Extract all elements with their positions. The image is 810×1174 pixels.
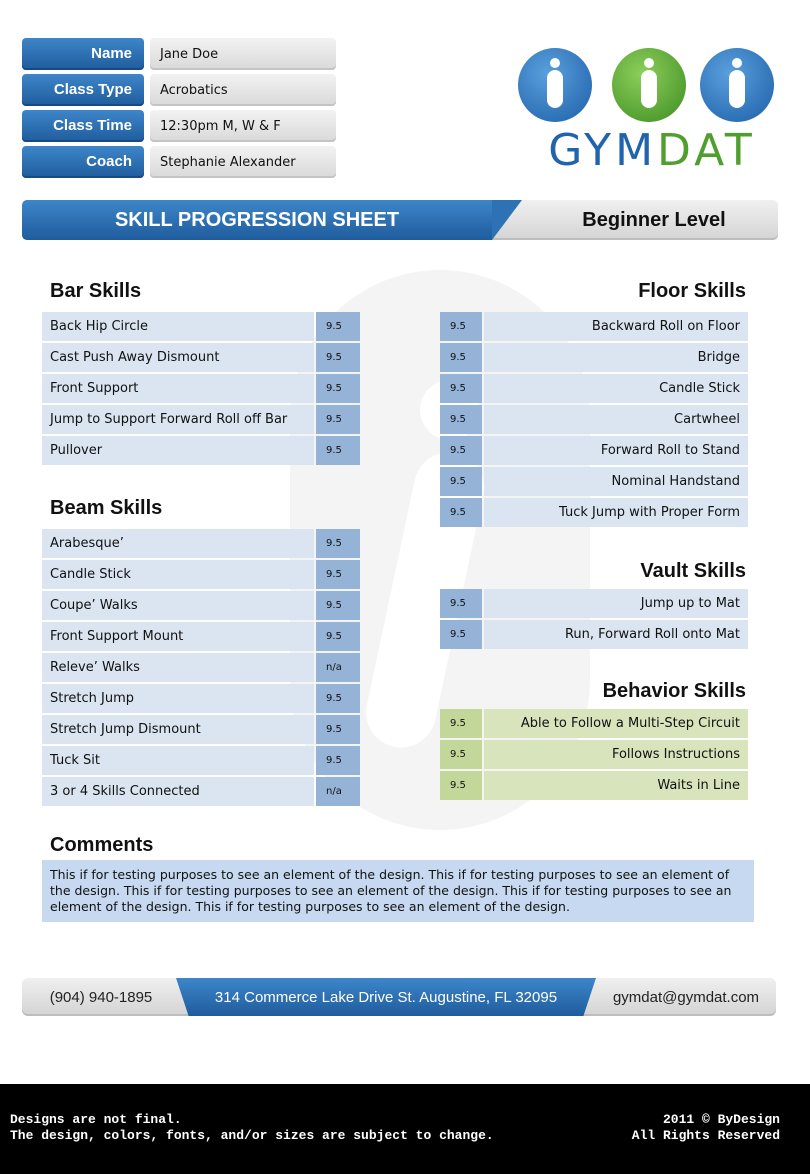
class-type-value: Acrobatics: [150, 74, 336, 106]
skill-name: Jump to Support Forward Roll off Bar: [42, 405, 314, 434]
beam-skill-row: [42, 591, 360, 620]
name-label: Name: [22, 38, 144, 70]
skill-name: Cartwheel: [484, 405, 748, 434]
sheet-title: SKILL PROGRESSION SHEET: [114, 209, 400, 231]
logo-gymnast-icon-3: [700, 48, 774, 122]
class-type-label: Class Type: [22, 74, 144, 106]
disclaimer-footer: [0, 1084, 810, 1174]
beam-skill-row: [42, 653, 360, 682]
copyright-notice: [632, 1112, 780, 1144]
vault-skill-row: [440, 620, 748, 649]
skill-name: Front Support Mount: [42, 622, 314, 651]
name-value: Jane Doe: [150, 38, 336, 70]
skill-score: 9.5: [440, 589, 482, 618]
skill-score: 9.5: [440, 436, 482, 465]
info-row-class-type: [22, 74, 336, 106]
beam-skill-row: [42, 746, 360, 775]
beam-skill-row: [42, 529, 360, 558]
bar-skill-row: [42, 312, 360, 341]
figure-body: [547, 70, 563, 108]
floor-skills-heading: Floor Skills: [638, 280, 746, 302]
skill-name: Able to Follow a Multi-Step Circuit: [484, 709, 748, 738]
beam-skill-row: [42, 622, 360, 651]
skill-name: Cast Push Away Dismount: [42, 343, 314, 372]
floor-skill-row: [440, 467, 748, 496]
skill-score: 9.5: [316, 312, 360, 341]
title-bar: [22, 200, 778, 240]
logo-text-gym: GYM: [548, 125, 658, 176]
bar-skills-heading: Bar Skills: [50, 280, 142, 302]
skill-score: 9.5: [316, 715, 360, 744]
figure-body: [641, 70, 657, 108]
skill-score: 9.5: [440, 405, 482, 434]
bar-skill-row: [42, 436, 360, 465]
figure-body: [729, 70, 745, 108]
skill-score: 9.5: [440, 498, 482, 527]
skill-score: 9.5: [316, 529, 360, 558]
skill-score: 9.5: [440, 374, 482, 403]
copyright-line: 2011 © ByDesign: [662, 1112, 780, 1127]
floor-skill-row: [440, 374, 748, 403]
behavior-skill-row: [440, 740, 748, 769]
contact-phone: (904) 940-1895: [49, 989, 153, 1006]
rights-line: All Rights Reserved: [631, 1128, 780, 1143]
figure-head: [732, 58, 742, 68]
skill-name: Follows Instructions: [484, 740, 748, 769]
contact-address: 314 Commerce Lake Drive St. Augustine, FL 32095: [214, 989, 558, 1006]
skill-score: 9.5: [316, 684, 360, 713]
floor-skill-row: [440, 343, 748, 372]
beam-skill-row: [42, 715, 360, 744]
skill-score: 9.5: [316, 436, 360, 465]
skill-name: Pullover: [42, 436, 314, 465]
behavior-skill-row: [440, 709, 748, 738]
contact-bar: [22, 978, 776, 1016]
skill-name: Forward Roll to Stand: [484, 436, 748, 465]
skill-name: Arabesque’: [42, 529, 314, 558]
info-row-class-time: [22, 110, 336, 142]
skill-score: 9.5: [440, 771, 482, 800]
logo-gymnast-icon-2: [612, 48, 686, 122]
skill-score: 9.5: [316, 405, 360, 434]
skill-score: 9.5: [316, 560, 360, 589]
skill-score: 9.5: [316, 746, 360, 775]
skill-name: Front Support: [42, 374, 314, 403]
contact-email: gymdat@gymdat.com: [612, 989, 760, 1006]
figure-head: [550, 58, 560, 68]
class-time-value: 12:30pm M, W & F: [150, 110, 336, 142]
skill-name: Tuck Sit: [42, 746, 314, 775]
vault-skill-row: [440, 589, 748, 618]
logo-wordmark: [524, 126, 780, 176]
skill-name: Candle Stick: [42, 560, 314, 589]
comments-box: This if for testing purposes to see an element of the design. This if for testing purposes to see an element of the design. This if for testing purposes to see an element of the design. This if for testing purposes to see an element of the design. This if for testing purposes to see an element of the design.: [42, 860, 754, 922]
info-row-name: [22, 38, 336, 70]
disclaimer-line-1: Designs are not final.: [10, 1112, 182, 1127]
skill-name: Run, Forward Roll onto Mat: [484, 620, 748, 649]
floor-skill-row: [440, 312, 748, 341]
beam-skill-row: [42, 560, 360, 589]
disclaimer-line-2: The design, colors, fonts, and/or sizes are subject to change.: [10, 1128, 494, 1143]
skill-name: Stretch Jump: [42, 684, 314, 713]
skill-name: Bridge: [484, 343, 748, 372]
skill-name: Jump up to Mat: [484, 589, 748, 618]
skill-score: 9.5: [440, 343, 482, 372]
skill-name: Waits in Line: [484, 771, 748, 800]
skill-score: 9.5: [440, 740, 482, 769]
logo-gymnast-icon-1: [518, 48, 592, 122]
skill-score: n/a: [316, 653, 360, 682]
floor-skill-row: [440, 498, 748, 527]
skill-name: Coupe’ Walks: [42, 591, 314, 620]
bar-skill-row: [42, 374, 360, 403]
beam-skills-heading: Beam Skills: [50, 497, 163, 519]
skill-name: 3 or 4 Skills Connected: [42, 777, 314, 806]
floor-skill-row: [440, 405, 748, 434]
skill-score: 9.5: [316, 343, 360, 372]
coach-value: Stephanie Alexander: [150, 146, 336, 178]
bar-skill-row: [42, 405, 360, 434]
skill-name: Backward Roll on Floor: [484, 312, 748, 341]
skill-name: Tuck Jump with Proper Form: [484, 498, 748, 527]
info-row-coach: [22, 146, 336, 178]
gymdat-logo: [518, 48, 780, 178]
vault-skills-heading: Vault Skills: [640, 560, 746, 582]
disclaimer-notes: [10, 1112, 494, 1144]
behavior-skill-row: [440, 771, 748, 800]
skill-name: Candle Stick: [484, 374, 748, 403]
skill-score: 9.5: [440, 312, 482, 341]
skill-name: Back Hip Circle: [42, 312, 314, 341]
coach-label: Coach: [22, 146, 144, 178]
behavior-skills-heading: Behavior Skills: [602, 680, 746, 702]
class-time-label: Class Time: [22, 110, 144, 142]
logo-text-dat: DAT: [657, 125, 756, 176]
comments-heading: Comments: [50, 834, 154, 856]
skill-score: 9.5: [316, 622, 360, 651]
skill-score: 9.5: [440, 467, 482, 496]
beam-skill-row: [42, 684, 360, 713]
level-label: Beginner Level: [582, 209, 726, 231]
beam-skill-row: [42, 777, 360, 806]
figure-head: [644, 58, 654, 68]
skill-name: Nominal Handstand: [484, 467, 748, 496]
skill-score: n/a: [316, 777, 360, 806]
skill-score: 9.5: [440, 620, 482, 649]
skill-name: Stretch Jump Dismount: [42, 715, 314, 744]
bar-skill-row: [42, 343, 360, 372]
floor-skill-row: [440, 436, 748, 465]
skill-score: 9.5: [316, 374, 360, 403]
skill-score: 9.5: [316, 591, 360, 620]
skill-score: 9.5: [440, 709, 482, 738]
skill-name: Releve’ Walks: [42, 653, 314, 682]
